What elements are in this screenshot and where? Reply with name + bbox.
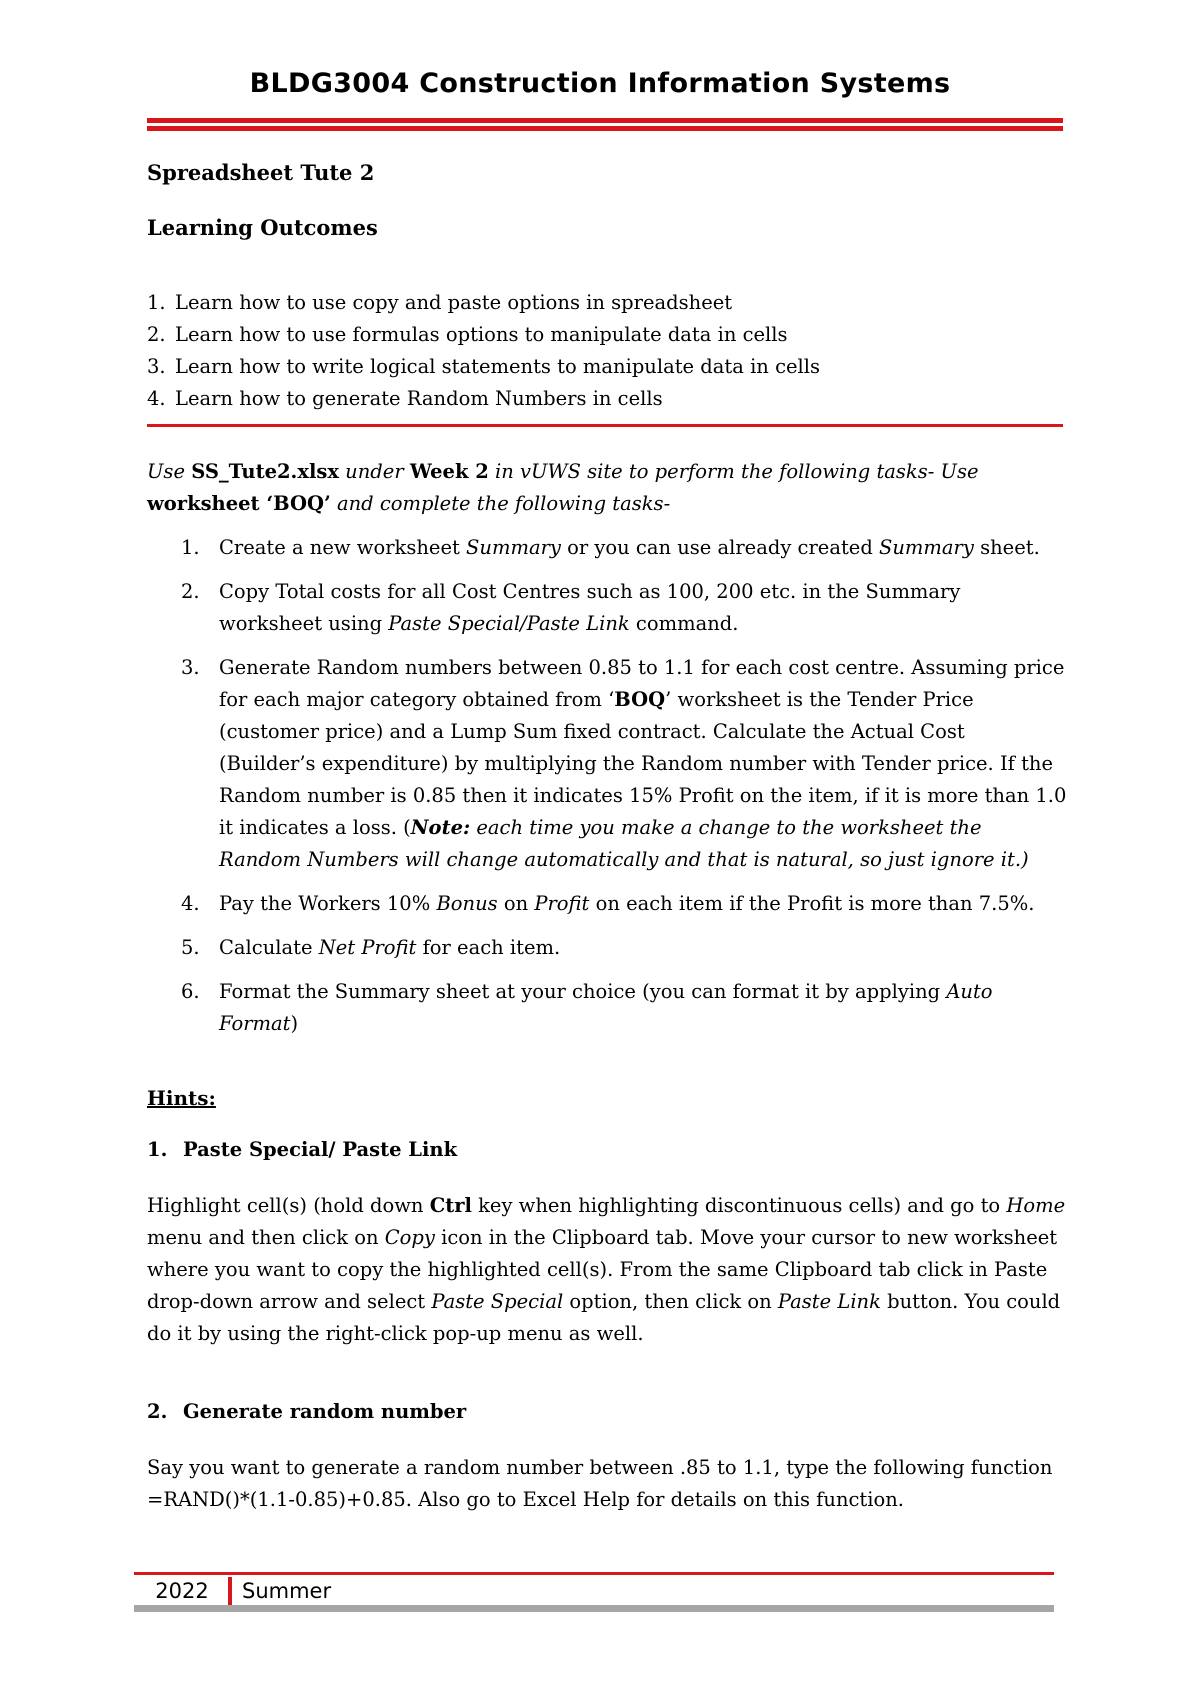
footer-separator [228, 1577, 232, 1605]
hint-1-text: Highlight cell(s) (hold down Ctrl key when highlighting discontinuous cells) and go to Home menu and then click on Copy icon in the Clipboard tab. Move your cursor to new worksheet where you want to copy the highlighted cell(s). From the same Clipboard tab click in Paste drop-down arrow and select Paste Special option, then click on Paste Link button. You could do it by using the right-click pop-up menu as well. [147, 1194, 1066, 1345]
outcome-item: 4. Learn how to generate Random Numbers in cells [147, 387, 663, 410]
task-item: 4. Pay the Workers 10% Bonus on Profit on each item if the Profit is more than 7.5%. [181, 892, 1035, 915]
outcome-item: 1. Learn how to use copy and paste options in spreadsheet [147, 291, 733, 314]
outcome-item: 2. Learn how to use formulas options to manipulate data in cells [147, 323, 788, 346]
hint-2-heading: 2. Generate random number [147, 1400, 467, 1423]
hints-heading: Hints: [147, 1086, 216, 1110]
task-item: 1. Create a new worksheet Summary or you can use already created Summary sheet. [181, 536, 1040, 559]
section-divider [147, 424, 1063, 427]
header-rule-bottom [147, 126, 1063, 131]
outcome-item: 3. Learn how to write logical statements to manipulate data in cells [147, 355, 821, 378]
header-rule-top [147, 118, 1063, 123]
hint-2-text: Say you want to generate a random number between .85 to 1.1, type the following function =RAND()*(1.1-0.85)+0.85. Also go to Excel Help for details on this function. [147, 1456, 1053, 1511]
task-item: 5. Calculate Net Profit for each item. [181, 936, 561, 959]
footer-rule-bottom [134, 1605, 1054, 1612]
task-item: 3. Generate Random numbers between 0.85 to 1.1 for each cost centre. Assuming price for each major category obtained from ‘BOQ’ worksheet is the Tender Price (customer price) and a Lump Sum fixed contract. Calculate the Actual Cost (Builder’s expenditure) by multiplying the Random number with Tender price. If the Random number is 0.85 then it indicates 15% Profit on the item, if it is more than 1.0 it indicates a loss. (Note: each time you make a change to the worksheet the Random Numbers will change automatically and that is natural, so just ignore it.) [181, 656, 1067, 871]
task-intro: Use SS_Tute2.xlsx under Week 2 in vUWS site to perform the following tasks- Use worksheet ‘BOQ’ and complete the following tasks- [147, 460, 979, 515]
footer-rule-top [134, 1572, 1054, 1575]
task-list [147, 532, 1067, 1052]
header-title: BLDG3004 Construction Information Systems [249, 68, 951, 99]
learning-outcomes-list [147, 287, 1067, 415]
footer-year: 2022 [155, 1579, 209, 1603]
learning-outcomes-heading: Learning Outcomes [147, 215, 378, 240]
footer-term: Summer [242, 1579, 332, 1603]
hint-1-heading: 1. Paste Special/ Paste Link [147, 1138, 458, 1161]
task-item: 2. Copy Total costs for all Cost Centres such as 100, 200 etc. in the Summary worksheet using Paste Special/Paste Link command. [181, 580, 961, 635]
doc-title: Spreadsheet Tute 2 [147, 160, 375, 185]
task-item: 6. Format the Summary sheet at your choice (you can format it by applying Auto Format) [181, 980, 993, 1035]
